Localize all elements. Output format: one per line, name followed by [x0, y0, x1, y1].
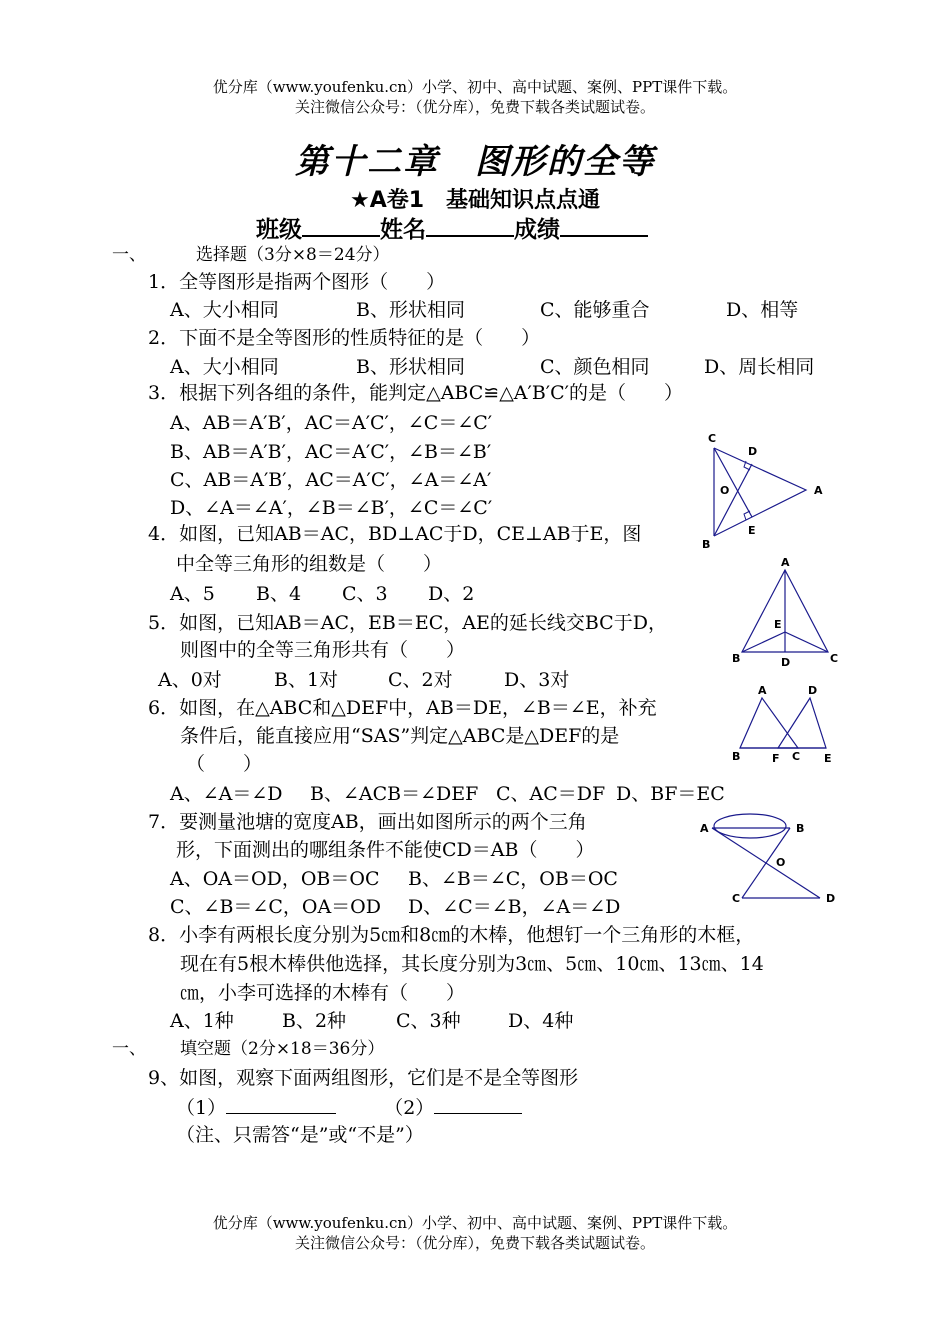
q9-blank1[interactable] [226, 1095, 336, 1114]
q6-label-d: D [808, 684, 818, 697]
q4-label-o: O [720, 484, 730, 497]
q8-line-2: 现在有5根木棒供他选择，其长度分别为3㎝、5㎝、10㎝、13㎝、14 [180, 953, 764, 975]
q3-option-d[interactable]: D、∠A＝∠A′，∠B＝∠B′，∠C＝∠C′ [170, 497, 493, 519]
q6-figure-abc [740, 698, 798, 748]
q9-blanks [176, 1095, 522, 1120]
q4-figure [700, 428, 830, 552]
q7-label-c: C [732, 892, 741, 905]
q6-label-b: B [732, 750, 741, 763]
q7-option-d[interactable]: D、∠C＝∠B，∠A＝∠D [408, 896, 621, 918]
footer-line-1: 优分库（www.youfenku.cn）小学、初中、高中试题、案例、PPT课件下载。 [212, 1214, 738, 1232]
class-blank[interactable] [302, 215, 380, 237]
q6-option-d[interactable]: D、BF＝EC [616, 783, 725, 805]
q9-blank2[interactable] [434, 1095, 522, 1114]
q3-option-c[interactable]: C、AB＝A′B′，AC＝A′C′，∠A＝∠A′ [170, 469, 492, 491]
q1-option-c[interactable]: C、能够重合 [540, 299, 650, 321]
q5-figure [728, 556, 840, 670]
q6-line-3: （ ） [186, 753, 263, 775]
q1-text: 1．全等图形是指两个图形（ ） [148, 271, 446, 293]
q4-line-1: 4．如图，已知AB＝AC，BD⊥AC于D，CE⊥AB于E，图 [148, 523, 642, 545]
q4-figure-bd [714, 464, 752, 536]
q7-figure [696, 808, 844, 908]
name-blank[interactable] [426, 215, 514, 237]
q5-label-c: C [830, 652, 839, 665]
q5-label-d: D [781, 656, 791, 669]
q5-option-d[interactable]: D、3对 [504, 669, 570, 691]
q8-option-a[interactable]: A、1种 [170, 1010, 234, 1032]
q7-label-b: B [796, 822, 805, 835]
header-line-1: 优分库（www.youfenku.cn）小学、初中、高中试题、案例、PPT课件下载。 [212, 78, 738, 96]
q2-option-b[interactable]: B、形状相同 [356, 356, 465, 378]
q7-option-a[interactable]: A、OA＝OD，OB＝OC [170, 868, 380, 890]
q2-option-a[interactable]: A、大小相同 [170, 356, 279, 378]
q7-label-a: A [700, 822, 709, 835]
q5-option-a[interactable]: A、0对 [158, 669, 222, 691]
q5-line-2: 则图中的全等三角形共有（ ） [180, 639, 466, 661]
footer-line-2: 关注微信公众号：（优分库），免费下载各类试题试卷。 [294, 1234, 655, 1252]
q9-text: 9、如图，观察下面两组图形，它们是不是全等图形 [148, 1067, 579, 1089]
q4-label-e: E [748, 524, 756, 537]
section1-number: 一、 [112, 245, 146, 265]
q5-option-c[interactable]: C、2对 [388, 669, 453, 691]
q4-label-b: B [702, 538, 711, 551]
q5-line-1: 5．如图，已知AB＝AC，EB＝EC，AE的延长线交BC于D， [148, 612, 667, 634]
q6-label-c: C [792, 750, 801, 763]
q9-blank1-label: （1） [176, 1097, 227, 1119]
q1-option-a[interactable]: A、大小相同 [170, 299, 279, 321]
q7-line-2: 形，下面测出的哪组条件不能使CD＝AB（ ） [176, 839, 595, 861]
q8-option-c[interactable]: C、3种 [396, 1010, 461, 1032]
name-label: 姓名 [380, 217, 426, 243]
page-subtitle: ★A卷1 基础知识点点通 [349, 188, 601, 213]
q1-option-d[interactable]: D、相等 [726, 299, 799, 321]
q4-line-2: 中全等三角形的组数是（ ） [176, 553, 443, 575]
q6-option-c[interactable]: C、AC＝DF [496, 783, 606, 805]
q7-figure-pond [714, 814, 786, 838]
q4-label-d: D [748, 445, 758, 458]
q4-label-a: A [814, 484, 823, 497]
q5-figure-ce [785, 632, 828, 652]
q4-label-c: C [708, 432, 717, 445]
q6-option-b[interactable]: B、∠ACB＝∠DEF [310, 783, 479, 805]
q4-option-d[interactable]: D、2 [428, 583, 475, 605]
section1-label: 选择题（3分×8＝24分） [196, 245, 390, 265]
q8-line-3: ㎝，小李可选择的木棒有（ ） [180, 982, 466, 1004]
score-label: 成绩 [514, 217, 560, 243]
q6-line-1: 6．如图，在△ABC和△DEF中，AB＝DE，∠B＝∠E，补充 [148, 697, 657, 719]
q7-label-d: D [826, 892, 836, 905]
q2-option-d[interactable]: D、周长相同 [704, 356, 815, 378]
q8-line-1: 8．小李有两根长度分别为5㎝和8㎝的木棒，他想钉一个三角形的木框， [148, 924, 755, 946]
page-title: 第十二章 图形的全等 [295, 142, 655, 182]
q3-text: 3．根据下列各组的条件，能判定△ABC≌△A′B′C′的是（ ） [148, 382, 683, 404]
q8-option-b[interactable]: B、2种 [282, 1010, 347, 1032]
q7-label-o: O [776, 856, 786, 869]
q9-note: （注、只需答“是”或“不是”） [176, 1124, 424, 1146]
q5-label-e: E [774, 618, 782, 631]
q4-figure-ce [714, 448, 752, 517]
q4-option-c[interactable]: C、3 [342, 583, 388, 605]
q2-text: 2．下面不是全等图形的性质特征的是（ ） [148, 327, 541, 349]
q7-line-1: 7．要测量池塘的宽度AB，画出如图所示的两个三角 [148, 811, 587, 833]
score-blank[interactable] [560, 215, 648, 237]
q7-option-c[interactable]: C、∠B＝∠C，OA＝OD [170, 896, 381, 918]
q5-label-b: B [732, 652, 741, 665]
q4-option-b[interactable]: B、4 [256, 583, 302, 605]
q9-blank2-label: （2） [384, 1097, 435, 1119]
q4-option-a[interactable]: A、5 [170, 583, 215, 605]
class-label: 班级 [256, 217, 302, 243]
section2-number: 一、 [112, 1039, 146, 1059]
q7-option-b[interactable]: B、∠B＝∠C，OB＝OC [408, 868, 618, 890]
q6-figure [728, 684, 842, 766]
q6-option-a[interactable]: A、∠A＝∠D [170, 783, 283, 805]
q1-option-b[interactable]: B、形状相同 [356, 299, 465, 321]
q8-option-d[interactable]: D、4种 [508, 1010, 574, 1032]
q6-label-f: F [772, 752, 780, 765]
q5-label-a: A [781, 556, 790, 569]
q6-label-e: E [824, 752, 832, 765]
q3-option-b[interactable]: B、AB＝A′B′，AC＝A′C′，∠B＝∠B′ [170, 441, 492, 463]
q3-option-a[interactable]: A、AB＝A′B′，AC＝A′C′，∠C＝∠C′ [170, 412, 493, 434]
q6-line-2: 条件后，能直接应用“SAS”判定△ABC是△DEF的是 [180, 725, 620, 747]
q6-label-a: A [758, 684, 767, 697]
q5-option-b[interactable]: B、1对 [274, 669, 339, 691]
section2-label: 填空题（2分×18＝36分） [180, 1039, 385, 1059]
q6-figure-def [778, 698, 826, 748]
class-line [256, 211, 648, 244]
q5-figure-be [742, 632, 785, 652]
header-line-2: 关注微信公众号：（优分库），免费下载各类试题试卷。 [294, 98, 655, 116]
q2-option-c[interactable]: C、颜色相同 [540, 356, 650, 378]
